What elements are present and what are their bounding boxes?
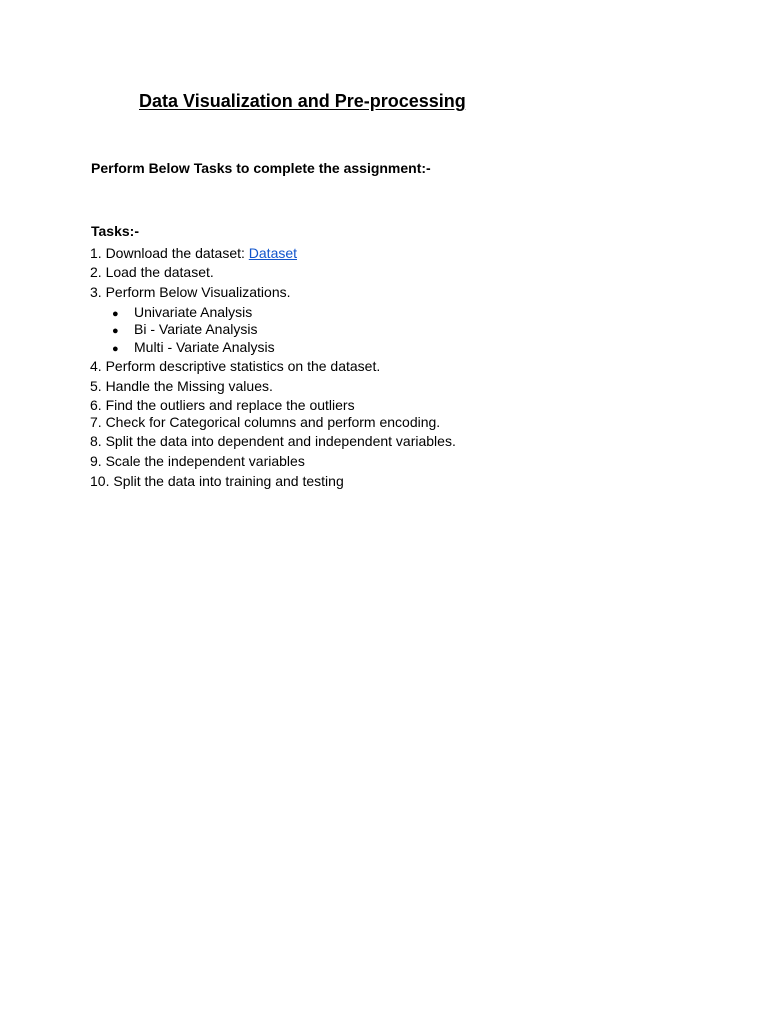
page-title: Data Visualization and Pre-processing <box>139 91 466 111</box>
visualization-bullet-bivariate <box>112 321 257 340</box>
task-item-1-label: 1. Download the dataset: <box>90 245 249 261</box>
visualization-label: Multi - Variate Analysis <box>134 339 275 355</box>
task-item-9: 9. Scale the independent variables <box>90 453 305 469</box>
task-item-10: 10. Split the data into training and testing <box>90 473 344 489</box>
task-item-1 <box>90 245 297 262</box>
visualization-bullet-multivariate <box>112 339 275 358</box>
task-item-2: 2. Load the dataset. <box>90 264 214 280</box>
task-item-7: 7. Check for Categorical columns and perform encoding. <box>90 414 441 430</box>
bullet-icon: ● <box>112 325 119 337</box>
bullet-icon: ● <box>112 343 119 355</box>
dataset-link[interactable]: Dataset <box>248 245 298 261</box>
task-item-6: 6. Find the outliers and replace the outliers <box>90 397 355 413</box>
bullet-icon: ● <box>112 308 119 320</box>
visualization-label: Bi - Variate Analysis <box>134 321 258 337</box>
visualization-label: Univariate Analysis <box>134 304 253 320</box>
task-item-4: 4. Perform descriptive statistics on the dataset. <box>90 358 381 374</box>
task-item-3: 3. Perform Below Visualizations. <box>90 284 291 300</box>
assignment-intro: Perform Below Tasks to complete the assignment:- <box>91 160 431 176</box>
task-item-8: 8. Split the data into dependent and independent variables. <box>90 433 456 449</box>
task-item-5: 5. Handle the Missing values. <box>90 378 273 394</box>
tasks-heading: Tasks:- <box>91 223 139 239</box>
